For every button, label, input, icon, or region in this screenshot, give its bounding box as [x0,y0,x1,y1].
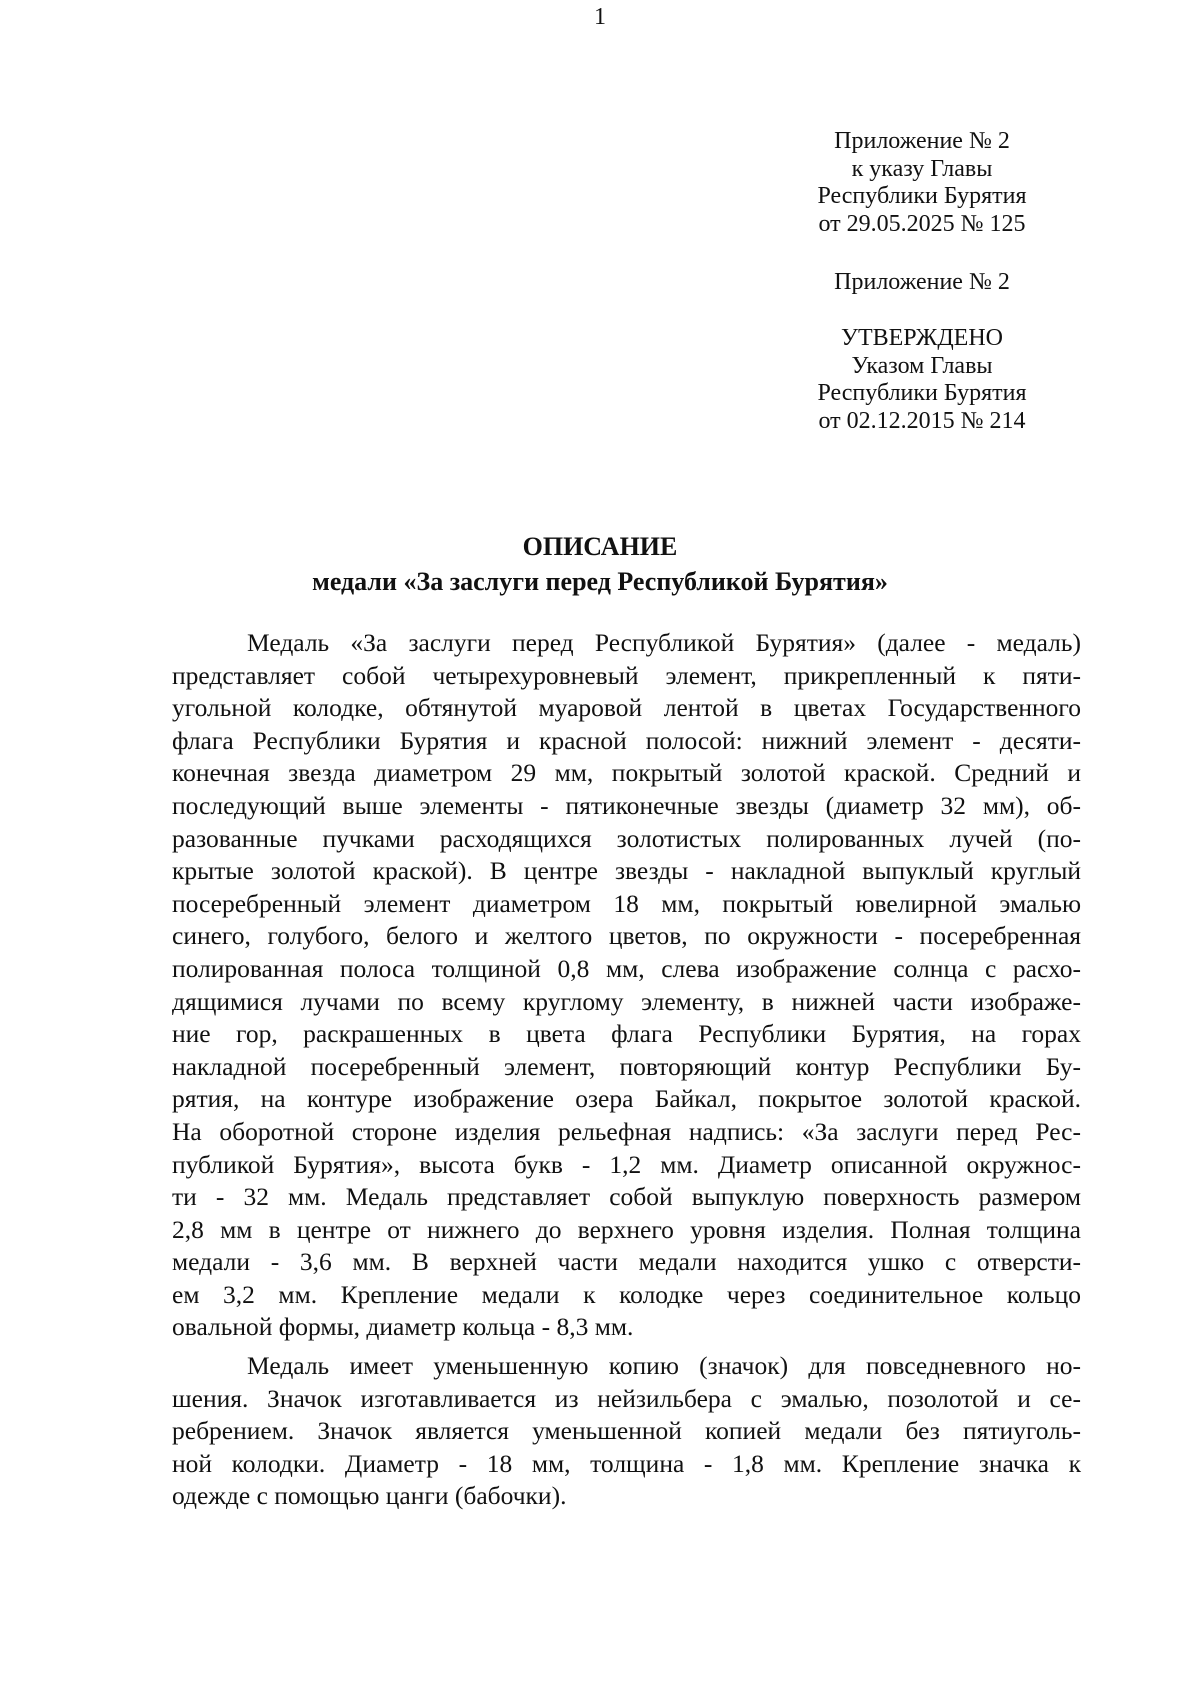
paragraph-line: 2,8 мм в центре от нижнего до верхнего уровня изделия. Полная толщина [172,1214,1081,1244]
paragraph-line: дящимися лучами по всему круглому элементу, в нижней части изображе- [172,986,1081,1016]
appendix-current-line: от 29.05.2025 № 125 [818,210,1026,237]
paragraph-line: синего, голубого, белого и желтого цветов, по окружности - посеребренная [172,921,1081,951]
paragraph-line: ти - 32 мм. Медаль представляет собой выпуклую поверхность размером [172,1182,1081,1212]
paragraph-line: ной колодки. Диаметр - 18 мм, толщина - 1,8 мм. Крепление значка к [172,1448,1081,1478]
paragraph-line: рятия, на контуре изображение озера Байкал, покрытое золотой краской. [172,1084,1081,1114]
paragraph-line: крытые золотой краской). В центре звезды - накладной выпуклый круглый [172,856,1081,886]
appendix-previous-block [782,269,1062,297]
appendix-current-line: Республики Бурятия [817,183,1027,209]
paragraph-line: ребрением. Значок является уменьшенной копией медали без пятиуголь- [172,1416,1081,1446]
document-subtitle: медали «За заслуги перед Республикой Бурятия» [312,567,888,596]
document-title: ОПИСАНИЕ [522,532,678,561]
paragraph-line: последующий выше элементы - пятиконечные звезды (диаметр 32 мм), об- [172,790,1081,820]
approval-line: Республики Бурятия [817,380,1027,406]
paragraph-2 [172,1350,1081,1513]
paragraph-1 [172,627,1081,1344]
paragraph-line: представляет собой четырехуровневый элемент, прикрепленный к пяти- [172,660,1081,690]
appendix-current-block [782,128,1062,238]
paragraph-line: конечная звезда диаметром 29 мм, покрытый золотой краской. Средний и [172,758,1081,788]
document-body [172,627,1081,1513]
approval-line: от 02.12.2015 № 214 [818,407,1026,434]
paragraph-line: посеребренный элемент диаметром 18 мм, покрытый ювелирной эмалью [172,888,1081,918]
page-number: 1 [594,4,606,30]
paragraph-line: разованные пучками расходящихся золотистых полированных лучей (по- [172,823,1081,853]
paragraph-line: медали - 3,6 мм. В верхней части медали находится ушко с отверсти- [172,1247,1081,1277]
paragraph-line: На оборотной стороне изделия рельефная надпись: «За заслуги перед Рес- [172,1116,1081,1146]
appendix-current-line: Приложение № 2 [834,128,1010,154]
paragraph-line: накладной посеребренный элемент, повторяющий контур Республики Бу- [172,1051,1081,1081]
paragraph-line: Медаль «За заслуги перед Республикой Бурятия» (далее - медаль) [247,628,1081,657]
appendix-previous-line: Приложение № 2 [834,269,1010,295]
approval-line: УТВЕРЖДЕНО [840,325,1004,351]
paragraph-line: публикой Бурятия», высота букв - 1,2 мм. Диаметр описанной окружнос- [172,1149,1081,1179]
paragraph-line: овальной формы, диаметр кольца - 8,3 мм. [172,1312,634,1342]
paragraph-line: угольной колодке, обтянутой муаровой лентой в цветах Государственного [172,693,1081,723]
paragraph-line: полированная полоса толщиной 0,8 мм, слева изображение солнца с расхо- [172,953,1081,983]
approval-line: Указом Главы [851,352,993,379]
paragraph-line: Медаль имеет уменьшенную копию (значок) для повседневного но- [247,1351,1081,1381]
paragraph-line: ем 3,2 мм. Крепление медали к колодке через соединительное кольцо [172,1279,1081,1309]
paragraph-line: ние гор, раскрашенных в цвета флага Республики Бурятия, на горах [172,1019,1081,1049]
paragraph-line: одежде с помощью цанги (бабочки). [172,1481,567,1511]
appendix-current-line: к указу Главы [851,155,993,182]
paragraph-line: флага Республики Бурятия и красной полосой: нижний элемент - десяти- [172,725,1081,755]
paragraph-line: шения. Значок изготавливается из нейзильбера с эмалью, позолотой и се- [172,1383,1081,1413]
approval-block [782,325,1062,435]
